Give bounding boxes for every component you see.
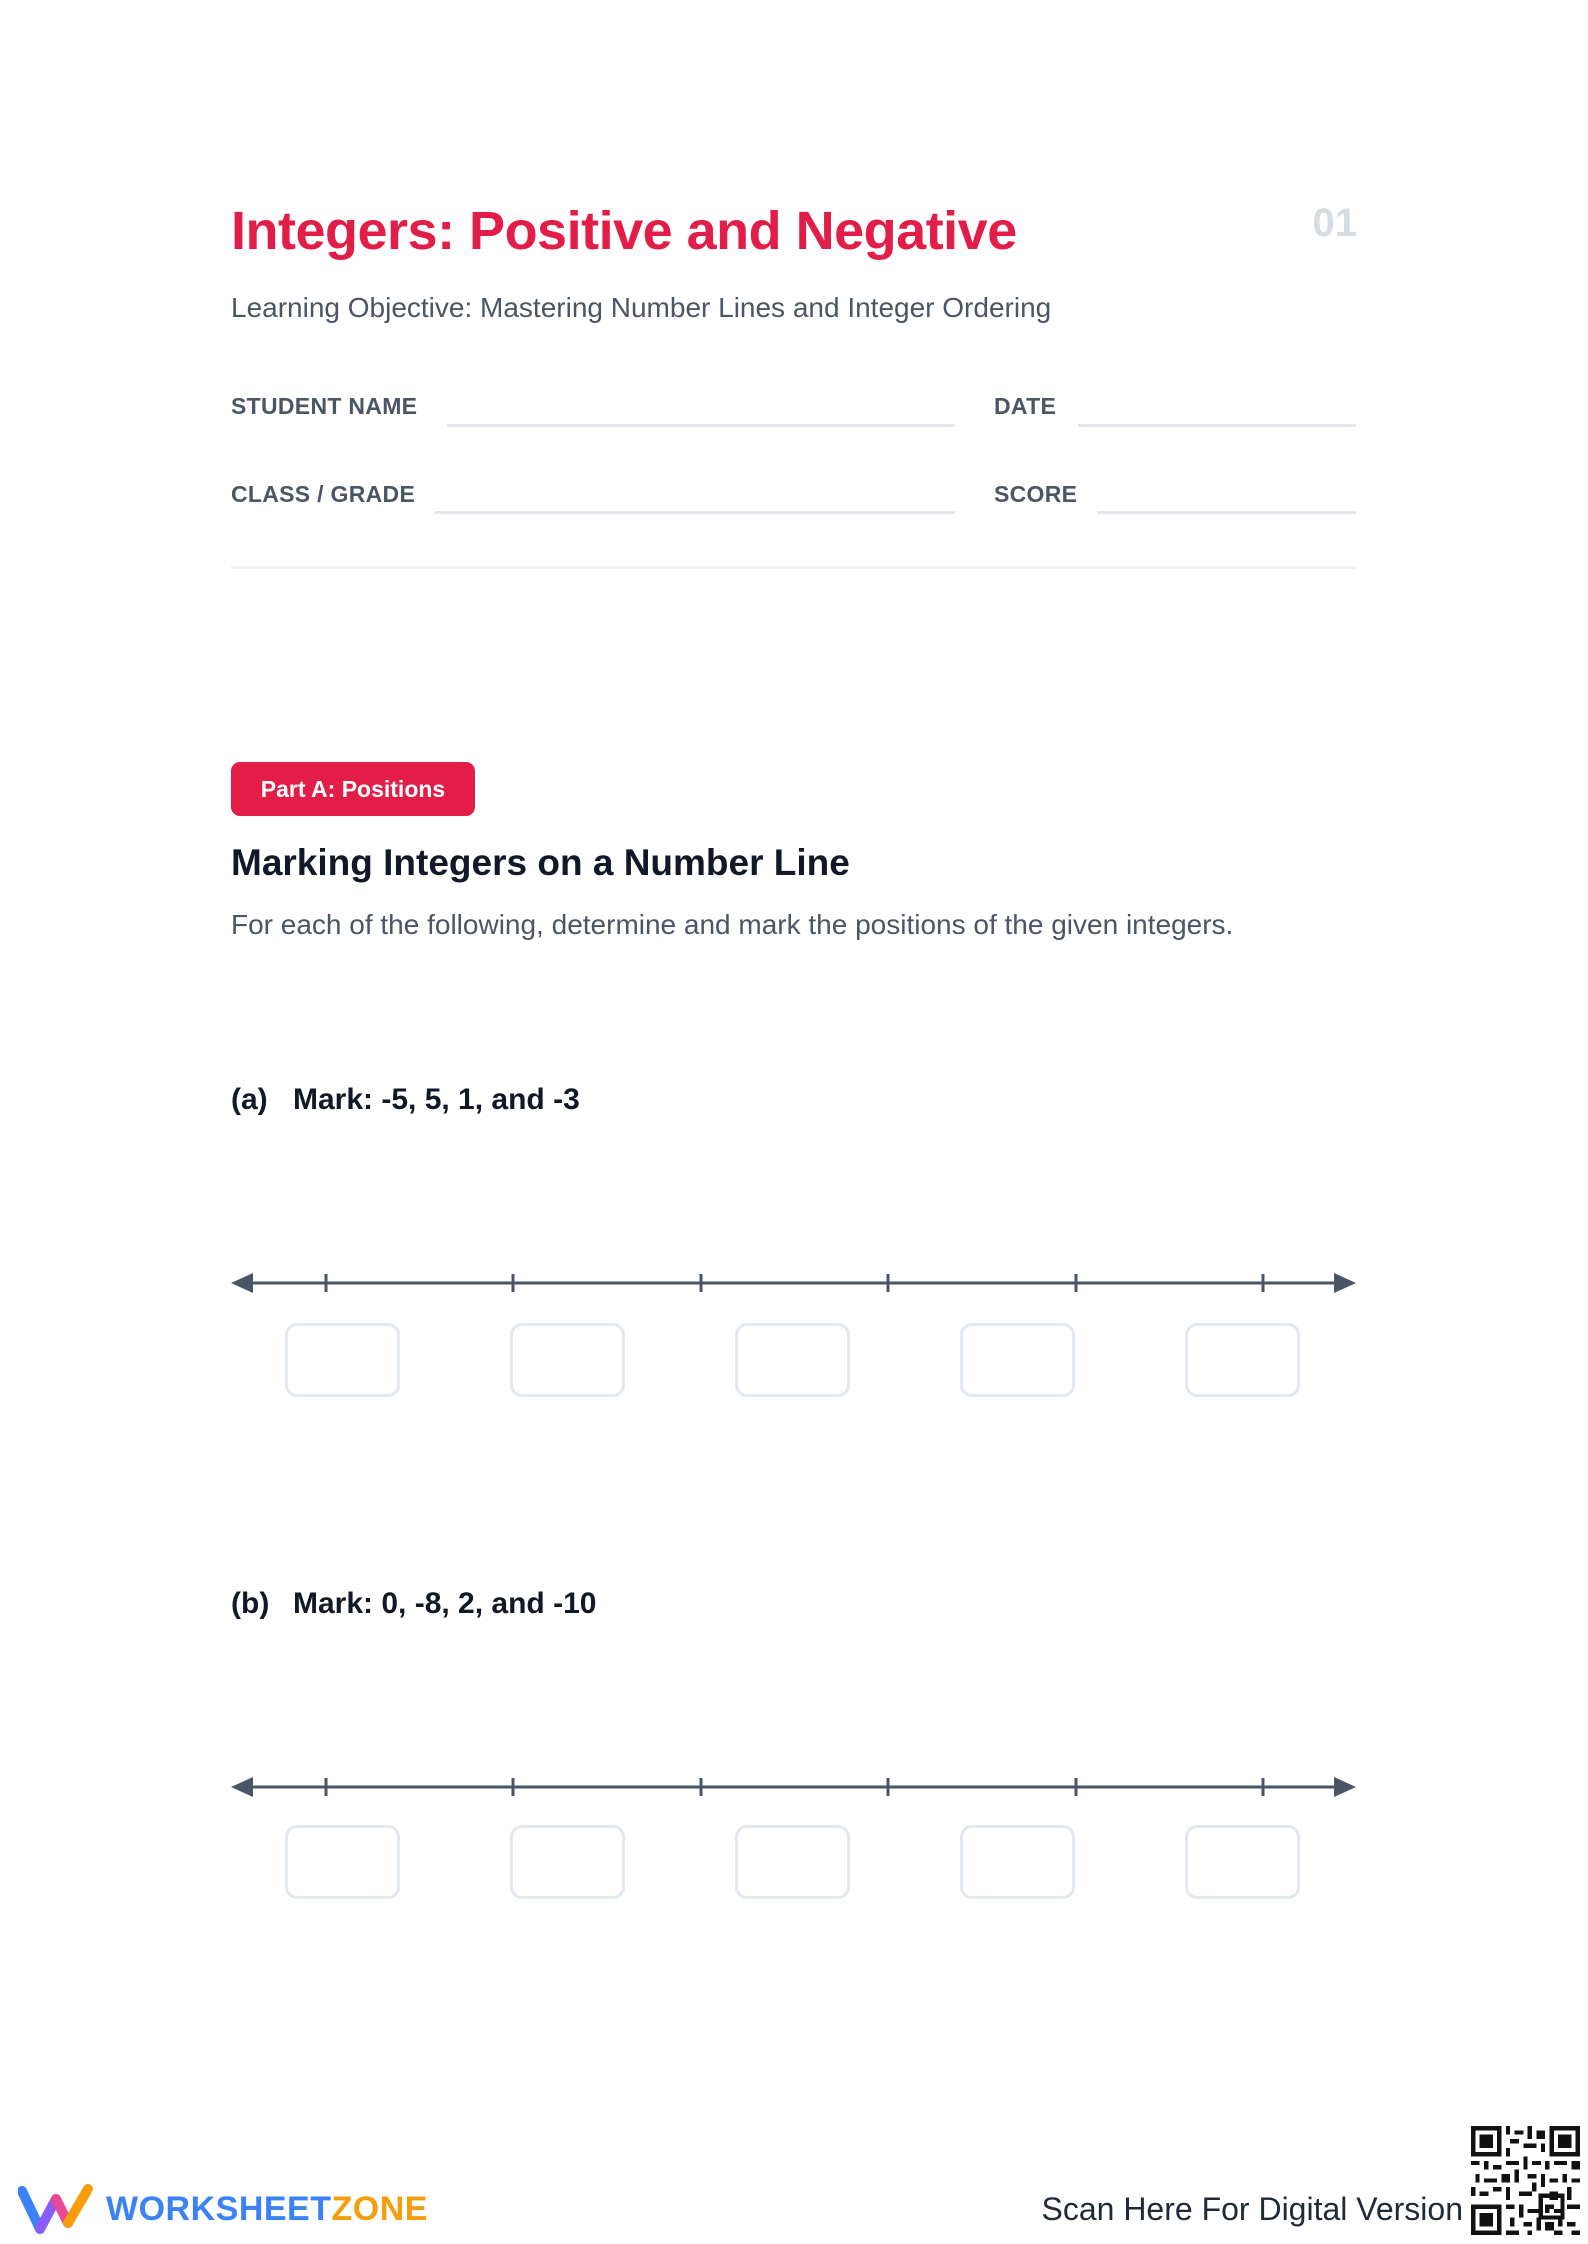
right-arrow-icon: [1334, 1777, 1356, 1797]
answer-box[interactable]: [510, 1323, 625, 1397]
section-heading: Marking Integers on a Number Line: [231, 842, 850, 883]
brand-name-part1: WORKSHEET: [106, 2190, 332, 2228]
part-badge: Part A: Positions: [231, 762, 475, 816]
answer-box[interactable]: [285, 1825, 400, 1899]
page-number: 01: [1312, 201, 1357, 245]
question-id: (a): [231, 1083, 268, 1116]
answer-box[interactable]: [510, 1825, 625, 1899]
answer-box[interactable]: [735, 1323, 850, 1397]
answer-box[interactable]: [735, 1825, 850, 1899]
brand-name-part2: ZONE: [331, 2190, 428, 2228]
question-prompt: Mark: 0, -8, 2, and -10: [293, 1587, 597, 1620]
qr-code-icon[interactable]: [1471, 2126, 1580, 2235]
date-label: DATE: [994, 393, 1057, 419]
student-name-line[interactable]: [447, 424, 955, 427]
number-line-a: [231, 1271, 1356, 1295]
left-arrow-icon: [231, 1777, 253, 1797]
question-a-label: [231, 1081, 580, 1119]
right-arrow-icon: [1334, 1273, 1356, 1293]
student-name-label: STUDENT NAME: [231, 393, 418, 419]
instructions: For each of the following, determine and mark the positions of the given integers.: [231, 909, 1234, 940]
question-prompt: Mark: -5, 5, 1, and -3: [293, 1083, 580, 1116]
brand-logo[interactable]: [18, 2183, 428, 2235]
question-b-label: [231, 1585, 596, 1623]
brand-name: [106, 2189, 428, 2229]
class-grade-label: CLASS / GRADE: [231, 481, 416, 507]
number-line-b: [231, 1775, 1356, 1799]
answer-box[interactable]: [960, 1323, 1075, 1397]
page-title: Integers: Positive and Negative: [231, 201, 1017, 261]
answer-box[interactable]: [960, 1825, 1075, 1899]
learning-objective: Learning Objective: Mastering Number Lines and Integer Ordering: [231, 292, 1052, 323]
answer-box[interactable]: [1185, 1825, 1300, 1899]
left-arrow-icon: [231, 1273, 253, 1293]
scan-caption: Scan Here For Digital Version: [1041, 2191, 1463, 2227]
class-grade-line[interactable]: [435, 511, 955, 514]
answer-box[interactable]: [285, 1323, 400, 1397]
score-line[interactable]: [1097, 511, 1356, 514]
worksheetzone-logo-icon: [18, 2183, 94, 2235]
answer-box[interactable]: [1185, 1323, 1300, 1397]
header-divider: [231, 566, 1356, 569]
question-id: (b): [231, 1587, 270, 1620]
date-line[interactable]: [1078, 424, 1356, 427]
score-label: SCORE: [994, 481, 1078, 507]
